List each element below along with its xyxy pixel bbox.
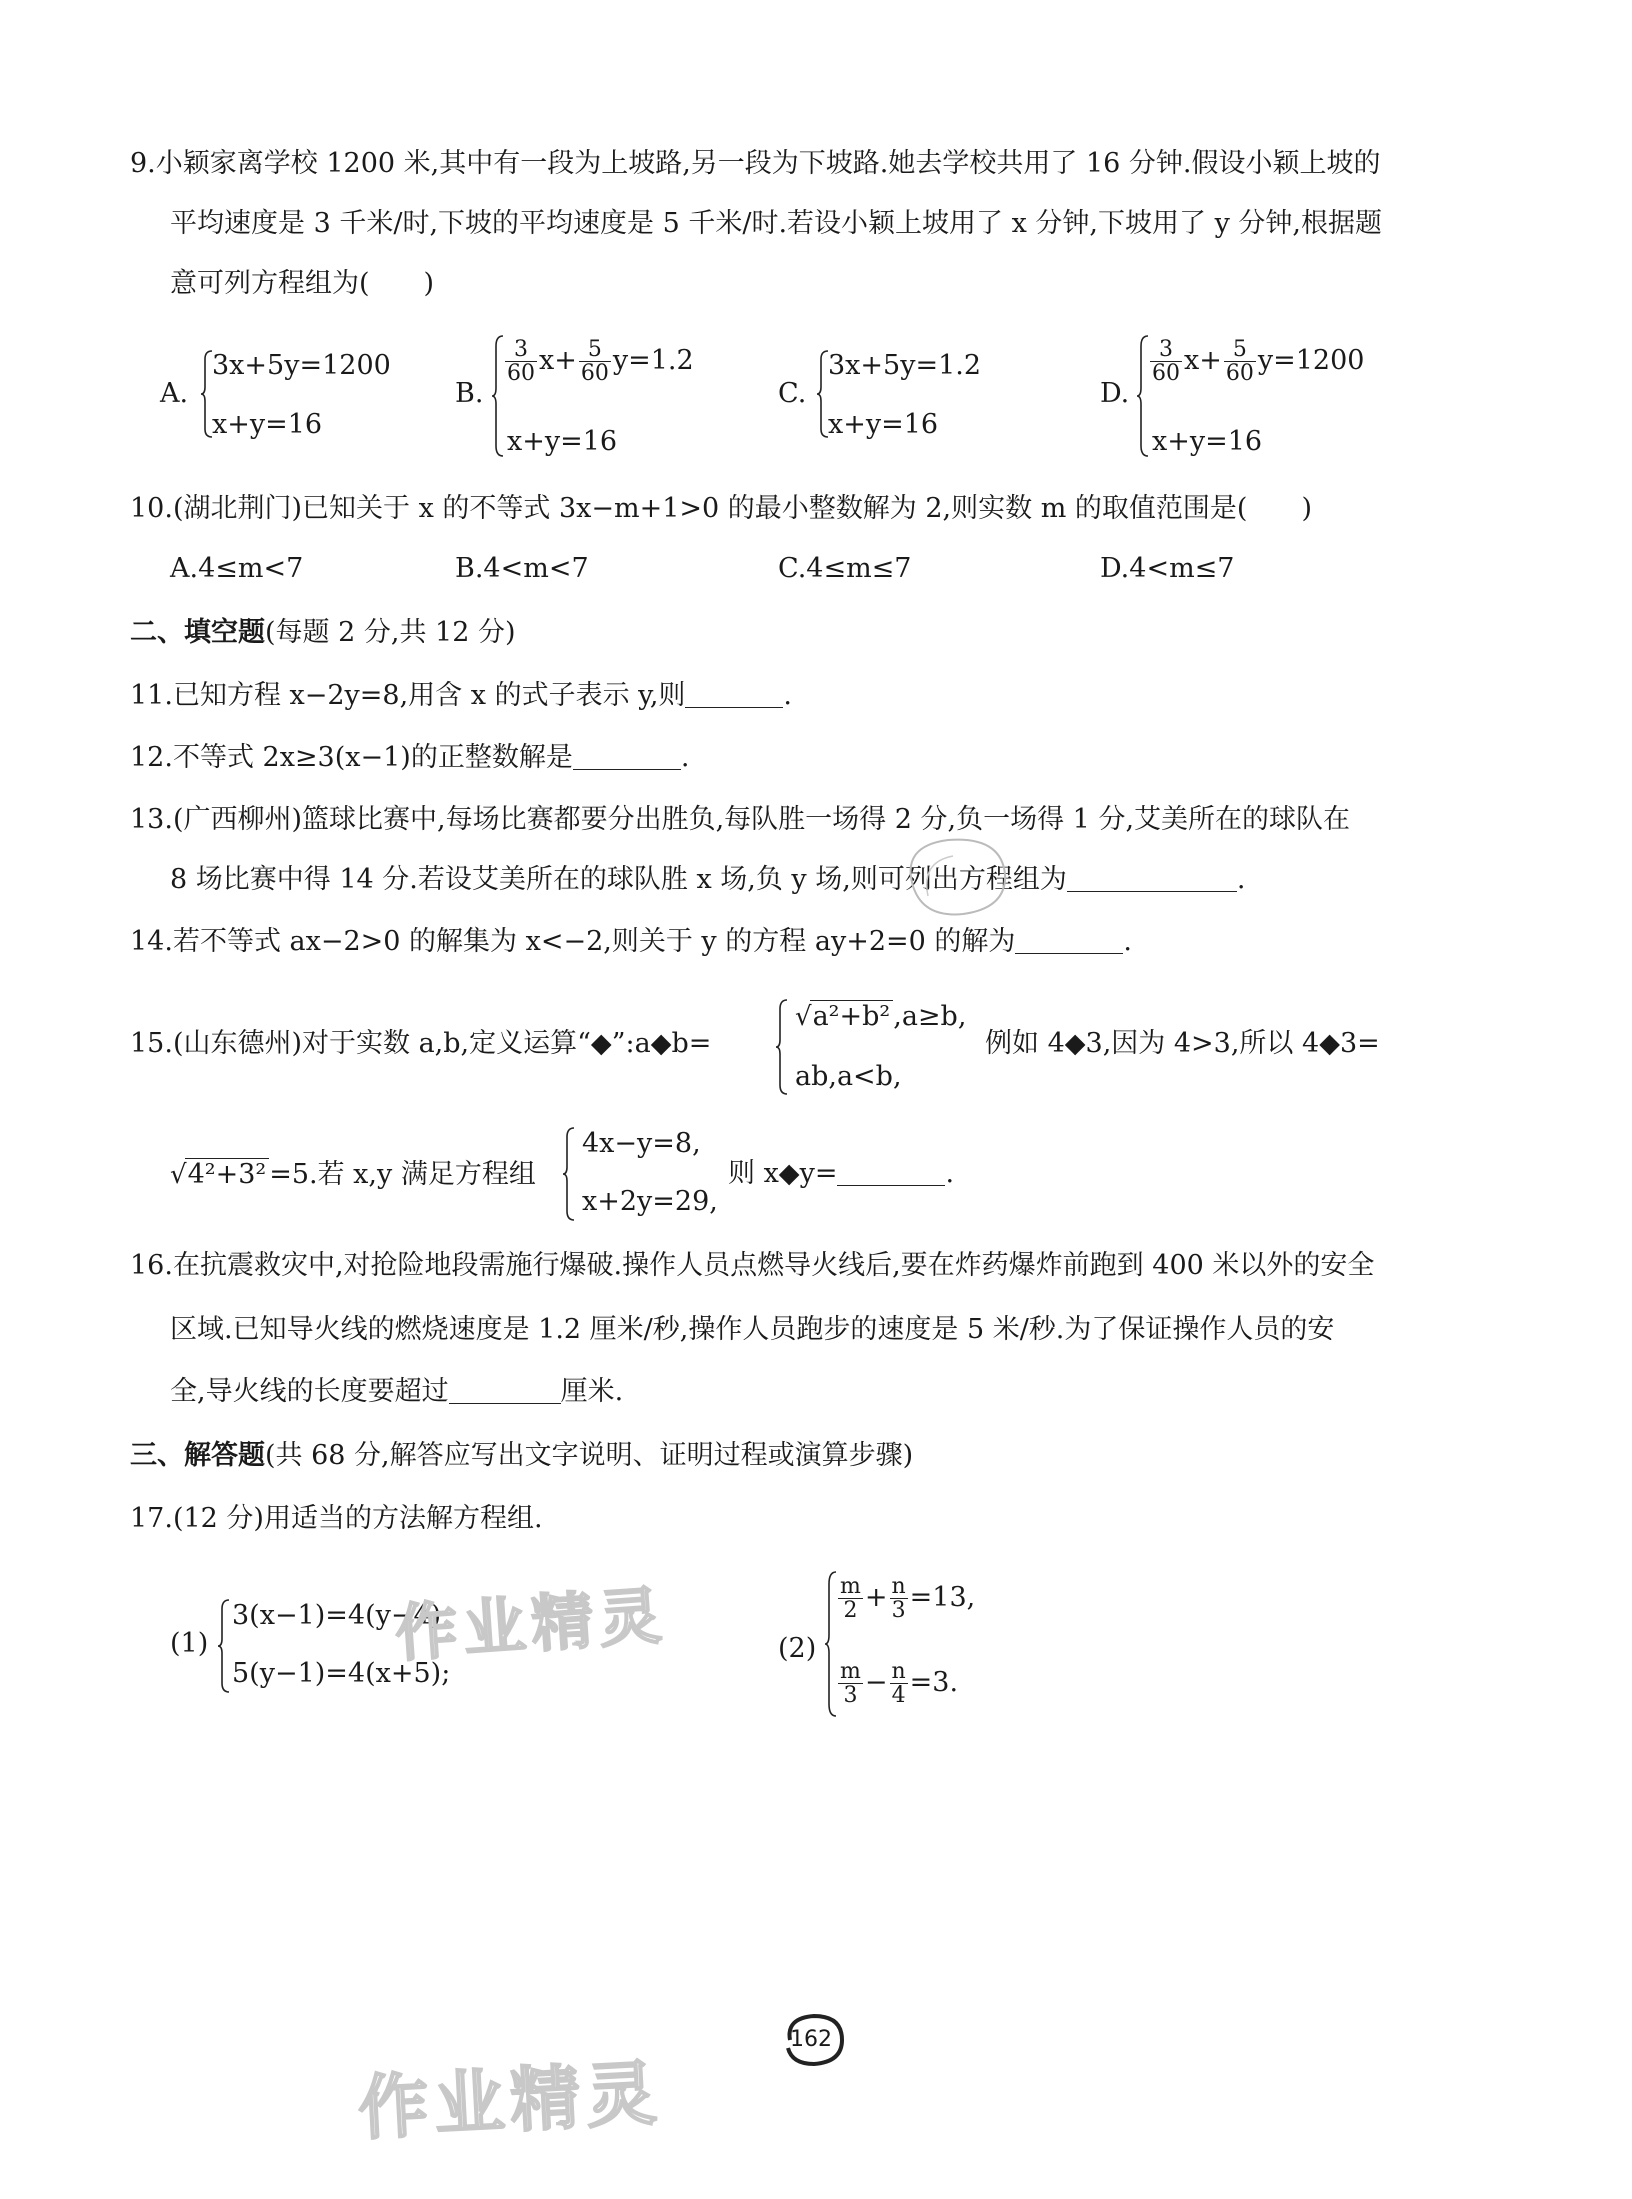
condition: ,a≥b, <box>893 1001 967 1032</box>
equation: x+y=16 <box>212 409 323 440</box>
option-label: D. <box>1100 378 1130 409</box>
q15-text: =5.若 x,y 满足方程组 <box>269 1159 536 1190</box>
q17-part2-label: (2) <box>778 1633 817 1664</box>
q15-intro: 15.(山东德州)对于实数 a,b,定义运算“◆”:a◆b= <box>130 1028 712 1059</box>
period: . <box>1236 864 1246 895</box>
equation: x+y=16 <box>1152 426 1263 457</box>
q17-part1-label: (1) <box>170 1628 209 1659</box>
q16-line2: 区域.已知导火线的燃烧速度是 1.2 厘米/秒,操作人员跑步的速度是 5 米/秒.为了保证操作人员的安 <box>170 1314 1335 1345</box>
option-label: C. <box>778 378 807 409</box>
option-label: B. <box>455 378 484 409</box>
q9-option-a[interactable] <box>160 345 400 445</box>
q11-text: 11.已知方程 x−2y=8,用含 x 的式子表示 y,则 <box>130 680 686 711</box>
fraction: $\frac{5}{60}$ <box>580 337 609 387</box>
fraction: $\frac{3}{60}$ <box>507 337 535 387</box>
q15-case2: ab,a<b, <box>795 1061 902 1092</box>
q10-option-c[interactable]: C.4≤m≤7 <box>778 553 912 584</box>
fraction: $\frac{m}{2}$ <box>840 1574 861 1624</box>
q13-answer-blank[interactable] <box>1067 864 1237 892</box>
q11-answer-blank[interactable] <box>685 680 783 708</box>
q9-line1: 9.小颖家离学校 1200 米,其中有一段为上坡路,另一段为下坡路.她去学校共用了 16 分钟.假设小颖上坡的 <box>130 148 1381 179</box>
q10-option-a[interactable]: A.4≤m<7 <box>170 553 304 584</box>
q17-part2-eq2: $\frac{m}{3}$ − $\frac{n}{4}$ =3. <box>840 1659 959 1709</box>
q16-unit: 厘米. <box>560 1376 624 1407</box>
equation: $\frac{3}{60}$ x+ $\frac{5}{60}$ y=1.2 <box>507 337 694 387</box>
brace-icon <box>217 1598 231 1694</box>
equation: 3x+5y=1200 <box>212 350 391 381</box>
q17-part1-eq2: 5(y−1)=4(x+5); <box>232 1658 451 1689</box>
q15-line2: √4²+3² =5.若 x,y 满足方程组 <box>170 1159 536 1190</box>
section-title: 三、解答题 <box>130 1440 265 1471</box>
equation: x+y=16 <box>507 426 618 457</box>
equation: 3x+5y=1.2 <box>828 350 982 381</box>
q15-sys-eq2: x+2y=29, <box>582 1186 718 1217</box>
q15-sys-eq1: 4x−y=8, <box>582 1128 701 1159</box>
q12-answer-blank[interactable] <box>573 742 681 770</box>
equation: x+y=16 <box>828 409 939 440</box>
period: . <box>1123 926 1132 957</box>
q15-after: 例如 4◆3,因为 4>3,所以 4◆3= <box>985 1028 1380 1059</box>
watermark: 作业精灵 <box>356 2052 665 2150</box>
q9-line2: 平均速度是 3 千米/时,下坡的平均速度是 5 千米/时.若设小颖上坡用了 x 分钟,下坡用了 y 分钟,根据题 <box>170 208 1383 239</box>
q15-case1: √a²+b² ,a≥b, <box>795 1001 967 1032</box>
period: . <box>783 680 793 711</box>
brace-icon <box>775 998 789 1096</box>
watermark: 作业精灵 <box>393 1578 670 1671</box>
q10-option-b[interactable]: B.4<m<7 <box>455 553 589 584</box>
q10-option-d[interactable]: D.4<m≤7 <box>1100 553 1235 584</box>
q14-text: 14.若不等式 ax−2>0 的解集为 x<−2,则关于 y 的方程 ay+2=0 的解为 <box>130 926 1016 957</box>
section3-heading <box>130 1440 913 1472</box>
q13-text: 8 场比赛中得 14 分.若设艾美所在的球队胜 x 场,负 y 场,则可列出方程组为 <box>170 864 1067 895</box>
q9-line3: 意可列方程组为( ) <box>170 268 435 299</box>
q11 <box>130 680 792 712</box>
fraction: $\frac{m}{3}$ <box>840 1659 861 1709</box>
q10-stem: 10.(湖北荆门)已知关于 x 的不等式 3x−m+1>0 的最小整数解为 2,则实数 m 的取值范围是( ) <box>130 493 1312 524</box>
section2-heading <box>130 617 516 649</box>
q15-answer-blank[interactable] <box>837 1158 945 1186</box>
page-number: 162 <box>790 2027 832 2052</box>
page-number-badge <box>776 2010 852 2070</box>
q15-ask: 则 x◆y= <box>728 1158 838 1189</box>
q9-option-c[interactable] <box>778 345 1018 445</box>
brace-icon <box>562 1126 576 1222</box>
q17-part1-eq1: 3(x−1)=4(y−4), <box>232 1600 450 1631</box>
q17-text: 17.(12 分)用适当的方法解方程组. <box>130 1503 543 1534</box>
option-label: A. <box>160 378 189 409</box>
equation: $\frac{3}{60}$ x+ $\frac{5}{60}$ y=1200 <box>1152 337 1365 387</box>
section-title: 二、填空题 <box>130 617 265 648</box>
q13-line2 <box>170 864 1245 896</box>
section-note: (共 68 分,解答应写出文字说明、证明过程或演算步骤) <box>265 1440 914 1471</box>
radicand: 4²+3² <box>185 1158 270 1191</box>
fraction: $\frac{5}{60}$ <box>1225 337 1254 387</box>
q13-line1: 13.(广西柳州)篮球比赛中,每场比赛都要分出胜负,每队胜一场得 2 分,负一场得 1 分,艾美所在的球队在 <box>130 804 1351 835</box>
q9-option-b[interactable] <box>455 332 725 462</box>
q12 <box>130 742 689 774</box>
period: . <box>945 1158 955 1189</box>
q14-answer-blank[interactable] <box>1015 926 1123 954</box>
q12-text: 12.不等式 2x≥3(x−1)的正整数解是 <box>130 742 573 773</box>
fraction: $\frac{n}{3}$ <box>891 1574 906 1624</box>
stamp-logo <box>893 826 1015 926</box>
section-note: (每题 2 分,共 12 分) <box>265 617 516 648</box>
period: . <box>680 742 690 773</box>
radicand: a²+b² <box>810 1000 894 1033</box>
q15-line2-end <box>728 1158 954 1190</box>
q16-line3 <box>170 1376 623 1408</box>
q16-text: 全,导火线的长度要超过 <box>170 1376 449 1407</box>
q16-answer-blank[interactable] <box>449 1376 561 1404</box>
fraction: $\frac{n}{4}$ <box>891 1659 906 1709</box>
q14 <box>130 926 1132 958</box>
q17-part2-eq1: $\frac{m}{2}$ + $\frac{n}{3}$ =13, <box>840 1574 976 1624</box>
q16-line1: 16.在抗震救灾中,对抢险地段需施行爆破.操作人员点燃导火线后,要在炸药爆炸前跑到 400 米以外的安全 <box>130 1250 1375 1281</box>
q9-option-d[interactable] <box>1100 332 1400 462</box>
fraction: $\frac{3}{60}$ <box>1152 337 1180 387</box>
